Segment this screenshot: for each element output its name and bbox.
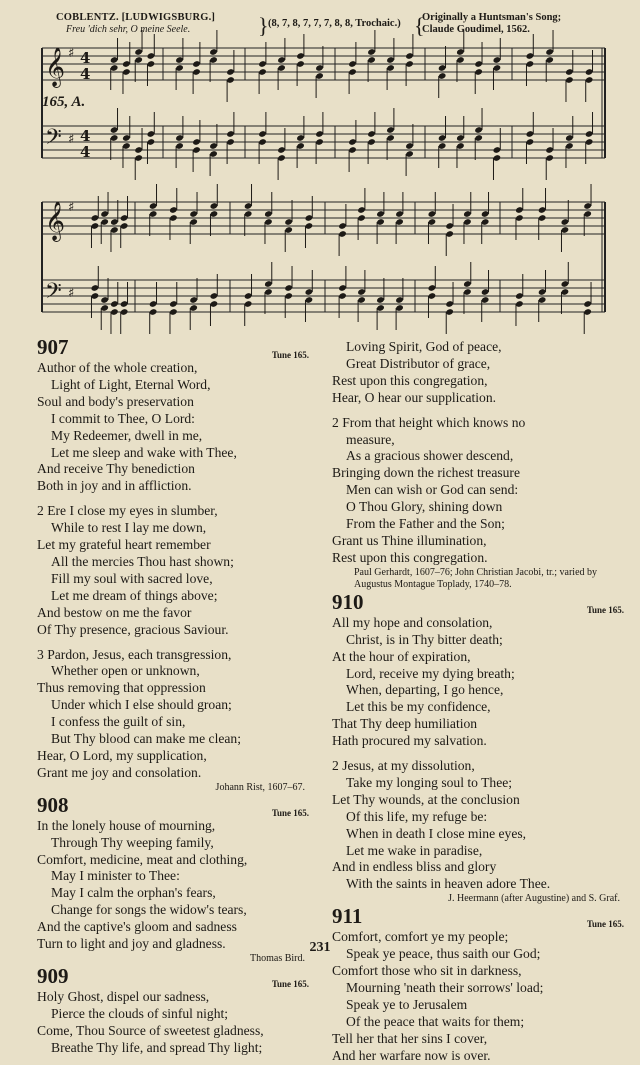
tune-reference: Tune 165. <box>586 919 624 930</box>
verse-line: Hear, O Lord, my supplication, <box>37 747 207 763</box>
tune-alt-name: Freu 'dich sehr, O meine Seele. <box>66 24 191 35</box>
verse-line: measure, <box>346 431 395 447</box>
verse-line: Tell her that her sins I cover, <box>332 1030 488 1046</box>
tune-reference: Tune 165. <box>271 350 309 360</box>
verse-line: And receive Thy benediction <box>37 461 195 477</box>
hymn-number: 907 <box>37 335 69 359</box>
tune-source-2: Claude Goudimel, 1562. <box>422 24 530 35</box>
verse-line: Both in joy and in affliction. <box>37 478 192 494</box>
verse-line: Light of Light, Eternal Word, <box>51 376 211 392</box>
verse-line: My Redeemer, dwell in me, <box>51 427 203 443</box>
verse-line: Of the peace that waits for them; <box>346 1013 525 1029</box>
hymn-number: 908 <box>37 792 69 817</box>
verse-line: Breathe Thy life, and spread Thy light; <box>51 1039 263 1055</box>
brace-right: { <box>414 13 425 38</box>
treble-clef: 𝄞 <box>45 47 66 87</box>
verse-line: That Thy deep humiliation <box>332 716 478 732</box>
verse-line: Comfort those who sit in darkness, <box>332 963 522 979</box>
verse-line: Thus removing that oppression <box>37 680 206 696</box>
hymn-header <box>37 794 309 818</box>
author-credit: Paul Gerhardt, 1607–76; John Christian Jacobi, tr.; varied by Augustus Montague Toplady, 1740–78. <box>354 566 598 590</box>
verse-line: In the lonely house of mourning, <box>37 817 216 833</box>
verse-line: Holy Ghost, dispel our sadness, <box>37 989 210 1004</box>
verse-line: Soul and body's preservation <box>37 393 194 409</box>
verse-line: Let me wake in paradise, <box>346 842 483 858</box>
verse-line: Let my grateful heart remember <box>37 537 211 553</box>
verse-line: All the mercies Thou hast shown; <box>51 553 234 569</box>
verse-line: Let me dream of things above; <box>51 587 218 603</box>
verse-line: As a gracious shower descend, <box>346 448 514 464</box>
verse-line: Speak ye peace, thus saith our God; <box>346 946 541 962</box>
author-credit: Thomas Bird. <box>250 953 305 964</box>
verse-line: Comfort, medicine, meat and clothing, <box>37 851 248 867</box>
verse-line: Let me sleep and wake with Thee, <box>51 444 237 460</box>
author-credit: J. Heermann (after Augustine) and S. Graf. <box>448 893 620 905</box>
verse-line: 2 Ere I close my eyes in slumber, <box>37 503 218 519</box>
verse-line: Author of the whole creation, <box>37 360 198 375</box>
verse-line: Change for songs the widow's tears, <box>51 902 247 918</box>
verse-line: Rest upon this congregation. <box>332 549 488 565</box>
tune-source-1: Originally a Huntsman's Song; <box>422 12 562 23</box>
verse-line: Let this be my confidence, <box>346 699 491 715</box>
verse-line: When, departing, I go hence, <box>346 682 504 698</box>
verse-line: Hear, O hear our supplication. <box>332 389 497 405</box>
verse-line: Under which I else should groan; <box>51 697 232 713</box>
treble-clef: 𝄞 <box>45 201 66 241</box>
key-signature-sharp: ♯ <box>68 132 75 147</box>
verse-line: All my hope and consolation, <box>332 614 493 630</box>
bass-clef: 𝄢 <box>45 279 62 309</box>
hymn-header <box>332 905 624 929</box>
verse-line: Take my longing soul to Thee; <box>346 774 513 790</box>
verse-line: Mourning 'neath their sorrows' load; <box>346 980 544 995</box>
verse-line: Let Thy wounds, at the conclusion <box>332 791 520 807</box>
verse-line: Whether open or unknown, <box>51 663 200 679</box>
tune-name: COBLENTZ. [LUDWIGSBURG.] <box>56 12 216 23</box>
hymn-header <box>37 965 309 989</box>
verse-line: At the hour of expiration, <box>332 648 471 664</box>
key-signature-sharp: ♯ <box>68 200 75 215</box>
verse-line: Speak ye to Jerusalem <box>346 996 468 1012</box>
tune-reference: Tune 165. <box>271 807 309 818</box>
stanza-gap <box>37 639 309 647</box>
hymn-header <box>332 591 624 615</box>
tune-reference: Tune 165. <box>271 979 309 989</box>
verse-line: Great Distributor of grace, <box>346 355 491 371</box>
verse-line: Comfort, comfort ye my people; <box>332 929 509 945</box>
verse-line: I commit to Thee, O Lord: <box>51 410 195 426</box>
verse-line: And her warfare now is over. <box>332 1047 491 1063</box>
music-score <box>0 0 640 340</box>
hymn-number: 910 <box>332 589 364 614</box>
verse-line: Loving Spirit, God of peace, <box>346 339 502 354</box>
hymn-number: 911 <box>332 904 363 929</box>
verse-line: 3 Pardon, Jesus, each transgression, <box>37 646 232 662</box>
key-signature-sharp: ♯ <box>68 286 75 301</box>
verse-line: Through Thy weeping family, <box>51 834 214 850</box>
verse-line: Pierce the clouds of sinful night; <box>51 1005 229 1021</box>
hymn-header <box>37 336 309 360</box>
verse-line: While to rest I lay me down, <box>51 520 207 536</box>
verse-line: May I calm the orphan's fears, <box>51 885 216 901</box>
tune-meter: (8, 7, 8, 7, 7, 7, 8, 8, Trochaic.) <box>268 18 401 29</box>
verse-line: Of this life, my refuge be: <box>346 808 488 824</box>
verse-line: Hath procured my salvation. <box>332 733 487 749</box>
verse-line: May I minister to Thee: <box>51 868 180 884</box>
verse-line: And bestow on me the favor <box>37 604 192 620</box>
verse-line: Of Thy presence, gracious Saviour. <box>37 621 229 637</box>
brace-left: } <box>258 13 269 38</box>
verse-line: When in death I close mine eyes, <box>346 825 527 841</box>
verse-line: Bringing down the richest treasure <box>332 465 520 481</box>
verse-line: I confess the guilt of sin, <box>51 714 186 730</box>
tune-number-label: 165, A. <box>42 94 86 110</box>
verse-line: 2 From that height which knows no <box>332 414 526 430</box>
time-signature-top: 4 <box>80 127 91 145</box>
stanza-gap <box>37 495 309 503</box>
verse-line: Rest upon this congregation, <box>332 372 488 388</box>
key-signature-sharp: ♯ <box>68 46 75 61</box>
time-signature-bottom: 4 <box>80 65 91 83</box>
verse-line: Come, Thou Source of sweetest gladness, <box>37 1022 264 1038</box>
time-signature-bottom: 4 <box>80 143 91 161</box>
verse-line: But Thy blood can make me clean; <box>51 731 242 747</box>
verse-line: With the saints in heaven adore Thee. <box>346 876 551 892</box>
verse-line: Men can wish or God can send: <box>346 482 519 498</box>
page-number: 231 <box>309 940 331 955</box>
verse-line: And the captive's gloom and sadness <box>37 919 237 935</box>
hymn-number: 909 <box>37 964 69 988</box>
stanza-gap <box>332 750 624 758</box>
bass-clef: 𝄢 <box>45 125 62 155</box>
verse-line: Grant us Thine illumination, <box>332 532 487 548</box>
verse-line: Lord, receive my dying breath; <box>346 665 515 681</box>
verse-line: Christ, is in Thy bitter death; <box>346 631 503 647</box>
tune-reference: Tune 165. <box>586 604 624 615</box>
time-signature-top: 4 <box>80 49 91 67</box>
verse-line: Turn to light and joy and gladness. <box>37 936 226 952</box>
verse-line: O Thou Glory, shining down <box>346 499 503 515</box>
verse-line: 2 Jesus, at my dissolution, <box>332 758 475 774</box>
verse-line: Grant me joy and consolation. <box>37 764 202 780</box>
author-credit: Johann Rist, 1607–67. <box>215 781 305 793</box>
verse-line: From the Father and the Son; <box>346 516 505 532</box>
verse-line: And in endless bliss and glory <box>332 859 497 875</box>
stanza-gap <box>332 407 624 415</box>
verse-line: Fill my soul with sacred love, <box>51 570 213 586</box>
